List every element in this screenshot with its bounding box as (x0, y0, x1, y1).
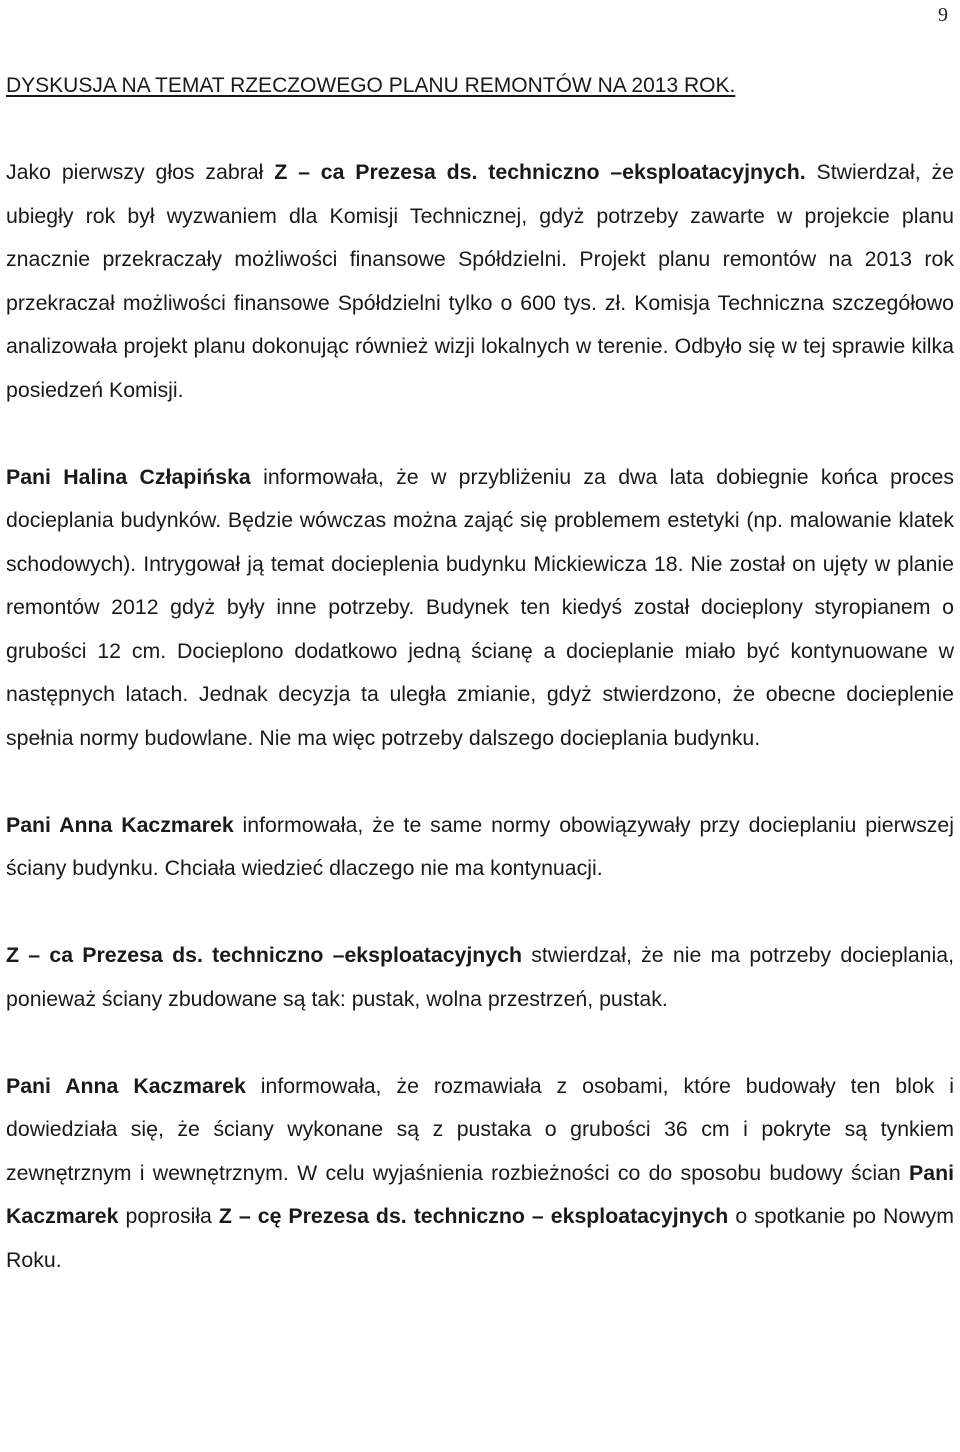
speaker-name: Z – ca Prezesa ds. techniczno –eksploatacyjnych. (274, 160, 806, 184)
speaker-name: Pani Anna Kaczmarek (6, 1073, 246, 1098)
paragraph-text: o spotkanie po Nowym Roku. (6, 1204, 954, 1272)
document-body (6, 64, 954, 1282)
paragraph-3 (6, 804, 954, 891)
paragraph-5 (6, 1065, 954, 1283)
spacer (6, 760, 954, 804)
spacer (6, 891, 954, 935)
paragraph-text: informowała, że w przybliżeniu za dwa lata dobiegnie końca proces docieplania budynków. Będzie wówczas można zająć się problemem estetyki (np. malowanie klatek schodowych). Intrygował ją temat docieplenia budynku Mickiewicza 18. Nie został on ujęty w planie remontów 2012 gdyż były inne potrzeby. Budynek ten kiedyś został docieplony styropianem o grubości 12 cm. Docieplono dodatkowo jedną ścianę a docieplanie miało być kontynuowane w następnych latach. Jednak decyzja ta uległa zmianie, gdyż stwierdzono, że obecne docieplenie spełnia normy budowlane. Nie ma więc potrzeby dalszego docieplania budynku. (6, 464, 955, 750)
paragraph-text: informowała, że rozmawiała z osobami, które budowały ten blok i dowiedziała się, że ściany wykonane są z pustaka o grubości 36 cm i pokryte są tynkiem zewnętrznym i wewnętrznym. W celu wyjaśnienia rozbieżności co do sposobu budowy ścian (6, 1073, 954, 1185)
page-number: 9 (938, 4, 948, 26)
spacer (6, 1021, 954, 1065)
section-heading: DYSKUSJA NA TEMAT RZECZOWEGO PLANU REMONTÓW NA 2013 ROK. (6, 74, 736, 97)
speaker-name: Pani Halina Człapińska (6, 464, 251, 489)
spacer (6, 108, 954, 152)
paragraph-text: stwierdzał, że nie ma potrzeby docieplania, ponieważ ściany zbudowane są tak: pustak, wolna przestrzeń, pustak. (6, 943, 955, 1011)
speaker-name: Z – ca Prezesa ds. techniczno –eksploatacyjnych (6, 943, 523, 967)
paragraph-text: informowała, że te same normy obowiązywały przy docieplaniu pierwszej ściany budynku. Chciała wiedzieć dlaczego nie ma kontynuacji. (6, 812, 954, 880)
paragraph-2 (6, 456, 954, 761)
speaker-name: Pani Kaczmarek (6, 1160, 954, 1228)
paragraph-4 (6, 934, 954, 1021)
speaker-name: Pani Anna Kaczmarek (6, 812, 234, 837)
paragraph-text: Stwierdzał, że ubiegły rok był wyzwaniem dla Komisji Technicznej, gdyż potrzeby zawarte w projekcie planu znacznie przekraczały możliwości finansowe Spółdzielni. Projekt planu remontów na 2013 rok przekraczał możliwości finansowe Spółdzielni tylko o 600 tys. zł. Komisja Techniczna szczegółowo analizowała projekt planu dokonując również wizji lokalnych w terenie. Odbyło się w tej sprawie kilka posiedzeń Komisji. (6, 160, 954, 402)
spacer (6, 412, 954, 456)
paragraph-lead: Jako pierwszy głos zabrał (6, 160, 275, 184)
speaker-name: Z – cę Prezesa ds. techniczno – eksploatacyjnych (218, 1204, 729, 1228)
paragraph-text: poprosiła (118, 1204, 219, 1228)
paragraph-1 (6, 151, 954, 412)
